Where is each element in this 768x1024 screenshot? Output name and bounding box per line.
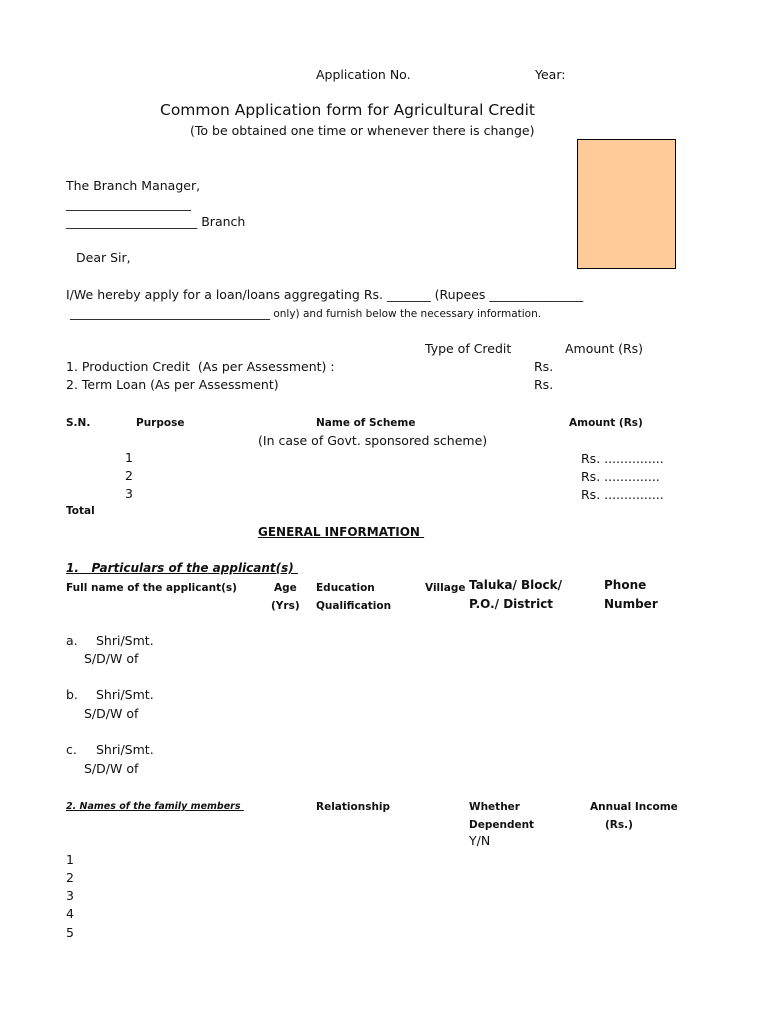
number-header: Number [604, 597, 658, 611]
yn-header: Y/N [469, 833, 491, 848]
general-information-heading: GENERAL INFORMATION [258, 525, 425, 539]
applicant-letter: a. [66, 633, 78, 648]
request-line-2 [70, 307, 541, 320]
applicant-relation: S/D/W of [84, 706, 139, 721]
income-unit-header: (Rs.) [605, 819, 633, 831]
sn-header: S.N. [66, 417, 91, 429]
applicant-relation: S/D/W of [84, 651, 139, 666]
family-row-number: 3 [66, 888, 74, 903]
addressee-line: The Branch Manager, [66, 178, 201, 193]
year-label: Year: [535, 67, 566, 82]
applicant-title: Shri/Smt. [96, 742, 154, 757]
family-row-number: 5 [66, 925, 74, 940]
age-header: Age [274, 582, 297, 594]
page-subtitle: (To be obtained one time or whenever there is change) [190, 123, 535, 138]
section-1-title: 1. Particulars of the applicant(s) [66, 561, 298, 575]
amount-rs-header: Amount (Rs) [569, 417, 643, 429]
rupees-blank: ________________________________ [70, 305, 270, 320]
age-unit-header: (Yrs) [271, 600, 300, 612]
purpose-header: Purpose [136, 417, 185, 429]
production-credit-label: 1. Production Credit (As per Assessment) : [66, 359, 335, 374]
branch-line: _____________________ Branch [66, 214, 246, 229]
purpose-row-amount: Rs. ............... [581, 451, 664, 466]
amount-header: Amount (Rs) [565, 341, 644, 356]
term-loan-label: 2. Term Loan (As per Assessment) [66, 377, 279, 392]
family-row-number: 4 [66, 906, 74, 921]
salutation: Dear Sir, [76, 250, 131, 265]
phone-header: Phone [604, 578, 647, 592]
purpose-row-number: 1 [125, 450, 133, 465]
family-row-number: 2 [66, 870, 74, 885]
request-line-1: I/We hereby apply for a loan/loans aggregating Rs. _______ (Rupees _______________ [66, 287, 584, 302]
page-title: Common Application form for Agricultural Credit [160, 101, 535, 119]
scheme-header: Name of Scheme [316, 417, 416, 429]
term-loan-amount: Rs. [534, 377, 554, 392]
photo-box [577, 139, 676, 269]
request-line-2-text: only) and furnish below the necessary information. [270, 308, 542, 320]
production-credit-amount: Rs. [534, 359, 554, 374]
applicant-letter: b. [66, 687, 78, 702]
annual-income-header: Annual Income [590, 801, 678, 813]
whether-header: Whether [469, 801, 520, 813]
education-header: Education [316, 582, 375, 594]
applicant-relation: S/D/W of [84, 761, 139, 776]
addressee-blank: ____________________ [66, 196, 191, 211]
dependent-header: Dependent [469, 819, 535, 831]
total-label: Total [66, 505, 95, 517]
applicant-title: Shri/Smt. [96, 633, 154, 648]
application-no-label: Application No. [316, 67, 411, 82]
purpose-row-number: 2 [125, 468, 133, 483]
type-of-credit-header: Type of Credit [425, 341, 512, 356]
full-name-header: Full name of the applicant(s) [66, 582, 237, 594]
purpose-row-amount: Rs. .............. [581, 469, 660, 484]
purpose-row-number: 3 [125, 486, 133, 501]
section-2-title: 2. Names of the family members [66, 801, 244, 812]
village-header: Village [425, 582, 466, 594]
applicant-title: Shri/Smt. [96, 687, 154, 702]
relationship-header: Relationship [316, 801, 391, 813]
district-header: P.O./ District [469, 597, 554, 611]
purpose-row-amount: Rs. ............... [581, 487, 664, 502]
scheme-note: (In case of Govt. sponsored scheme) [258, 433, 488, 448]
qualification-header: Qualification [316, 600, 392, 612]
taluka-header: Taluka/ Block/ [469, 578, 563, 592]
family-row-number: 1 [66, 852, 74, 867]
applicant-letter: c. [66, 742, 77, 757]
